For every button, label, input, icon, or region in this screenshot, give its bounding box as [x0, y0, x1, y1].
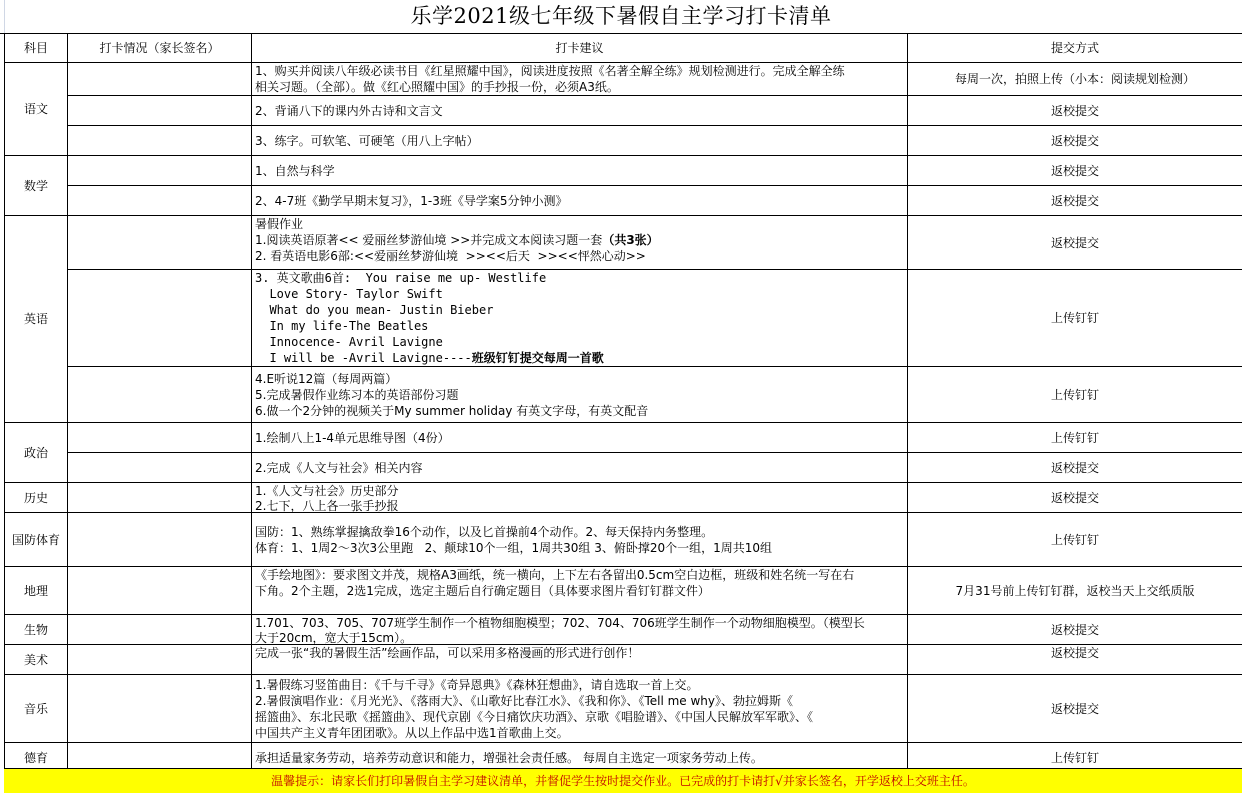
submit-cell[interactable]: 上传钉钉 — [908, 270, 1242, 367]
checkin-cell[interactable] — [68, 423, 252, 453]
checkin-cell[interactable] — [68, 675, 252, 743]
checkin-cell[interactable] — [68, 513, 252, 567]
checkin-cell[interactable] — [68, 270, 252, 367]
suggestion-line — [255, 232, 904, 248]
table-row — [5, 423, 1242, 453]
submit-cell[interactable]: 上传钉钉 — [908, 743, 1242, 773]
song-line — [255, 350, 904, 366]
table-row — [5, 675, 1242, 743]
suggestion-cell[interactable] — [252, 270, 908, 367]
suggestion-cell[interactable] — [252, 367, 908, 423]
song-line: Innocence- Avril Lavigne — [255, 334, 904, 350]
table-row — [5, 96, 1242, 126]
subject-english[interactable]: 英语 — [5, 216, 68, 423]
subject-art[interactable]: 美术 — [5, 645, 68, 675]
checkin-cell[interactable] — [68, 567, 252, 615]
suggestion-cell[interactable]: 完成一张“我的暑假生活”绘画作品，可以采用多格漫画的形式进行创作！ — [252, 645, 908, 675]
suggestion-cell[interactable]: 1.绘制八上1-4单元思维导图（4份） — [252, 423, 908, 453]
submit-cell[interactable]: 7月31号前上传钉钉群，返校当天上交纸质版 — [908, 567, 1242, 615]
suggestion-text: 1.阅读英语原著<< 爱丽丝梦游仙境 >>并完成文本阅读习题一套 — [255, 233, 602, 247]
suggestion-cell[interactable] — [252, 216, 908, 270]
submit-cell[interactable]: 上传钉钉 — [908, 423, 1242, 453]
header-suggestion[interactable]: 打卡建议 — [252, 34, 908, 63]
checklist-table — [4, 33, 1242, 773]
song-line: In my life-The Beatles — [255, 318, 904, 334]
table-row — [5, 186, 1242, 216]
suggestion-line: 国防：1、熟练掌握擒敌拳16个动作，以及匕首操前4个动作。2、每天保持内务整理。 — [255, 524, 904, 540]
submit-cell[interactable]: 返校提交 — [908, 216, 1242, 270]
header-subject[interactable]: 科目 — [5, 34, 68, 63]
checkin-cell[interactable] — [68, 216, 252, 270]
submit-cell[interactable]: 返校提交 — [908, 156, 1242, 186]
table-row — [5, 483, 1242, 513]
subject-moral[interactable]: 德育 — [5, 743, 68, 773]
submit-cell[interactable]: 返校提交 — [908, 96, 1242, 126]
header-row — [5, 34, 1242, 63]
suggestion-line: 大于20cm，宽大于15cm）。 — [255, 631, 904, 644]
subject-history[interactable]: 历史 — [5, 483, 68, 513]
submit-cell[interactable]: 返校提交 — [908, 186, 1242, 216]
suggestion-line: 1.暑假练习竖笛曲目：《千与千寻》《奇异恩典》《森林狂想曲》，请自选取一首上交。 — [255, 677, 904, 693]
subject-politics[interactable]: 政治 — [5, 423, 68, 483]
page-title[interactable]: 乐学2021级七年级下暑假自主学习打卡清单 — [0, 0, 1242, 34]
suggestion-line: 体育：1、1周2～3次3公里跑 2、颠球10个一组，1周共30组 3、俯卧撑20个一组，1周共10组 — [255, 540, 904, 556]
subject-pe[interactable]: 国防体育 — [5, 513, 68, 567]
checkin-cell[interactable] — [68, 483, 252, 513]
suggestion-line: 1.701、703、705、707班学生制作一个植物细胞模型；702、704、706班学生制作一个动物细胞模型。（模型长 — [255, 616, 904, 631]
suggestion-cell[interactable]: 2.完成《人文与社会》相关内容 — [252, 453, 908, 483]
checkin-cell[interactable] — [68, 126, 252, 156]
table-row — [5, 453, 1242, 483]
subject-biology[interactable]: 生物 — [5, 615, 68, 645]
suggestion-cell[interactable] — [252, 483, 908, 513]
subject-chinese[interactable]: 语文 — [5, 63, 68, 156]
table-row — [5, 156, 1242, 186]
suggestion-cell[interactable] — [252, 567, 908, 615]
suggestion-line: 暑假作业 — [255, 216, 904, 232]
suggestion-cell[interactable]: 2、背诵八下的课内外古诗和文言文 — [252, 96, 908, 126]
submit-cell[interactable]: 返校提交 — [908, 483, 1242, 513]
table-row — [5, 216, 1242, 270]
suggestion-line: 《手绘地图》：要求图文并茂，规格A3画纸，统一横向，上下左右各留出0.5cm空白边框，班级和姓名统一写在右 — [255, 567, 904, 583]
suggestion-cell[interactable] — [252, 513, 908, 567]
checkin-cell[interactable] — [68, 367, 252, 423]
suggestion-line: 5.完成暑假作业练习本的英语部份习题 — [255, 387, 904, 403]
song-text: I will be -Avril Lavigne---- — [255, 351, 472, 365]
checkin-cell[interactable] — [68, 645, 252, 675]
footer-tip[interactable]: 温馨提示：请家长们打印暑假自主学习建议清单，并督促学生按时提交作业。已完成的打卡请打√并家长签名，开学返校上交班主任。 — [4, 768, 1242, 793]
subject-music[interactable]: 音乐 — [5, 675, 68, 743]
table-row — [5, 270, 1242, 367]
suggestion-line: 2.七下，八上各一张手抄报 — [255, 499, 904, 512]
checkin-cell[interactable] — [68, 63, 252, 96]
table-row — [5, 367, 1242, 423]
header-submit[interactable]: 提交方式 — [908, 34, 1242, 63]
suggestion-cell[interactable]: 承担适量家务劳动，培养劳动意识和能力，增强社会责任感。 每周自主选定一项家务劳动上传。 — [252, 743, 908, 773]
table-row — [5, 615, 1242, 645]
submit-cell[interactable]: 每周一次，拍照上传（小本：阅读规划检测） — [908, 63, 1242, 96]
suggestion-line: 6.做一个2分钟的视频关于My summer holiday 有英文字母，有英文配音 — [255, 403, 904, 419]
table-row — [5, 567, 1242, 615]
suggestion-cell[interactable]: 2、4-7班《勤学早期末复习》，1-3班《导学案5分钟小测》 — [252, 186, 908, 216]
table-row — [5, 645, 1242, 675]
suggestion-line: 2.暑假演唱作业：《月光光》、《落雨大》、《山歌好比春江水》、《我和你》、《Tell me why》、勃拉姆斯《 — [255, 693, 904, 709]
submit-cell[interactable]: 返校提交 — [908, 453, 1242, 483]
suggestion-line: 2. 看英语电影6部:<<爱丽丝梦游仙境 >><<后天 >><<怦然心动>> — [255, 248, 904, 264]
table-row — [5, 513, 1242, 567]
checkin-cell[interactable] — [68, 96, 252, 126]
song-emphasis: 班级钉钉提交每周一首歌 — [472, 351, 604, 365]
suggestion-line: 4.E听说12篇（每周两篇） — [255, 371, 904, 387]
suggestion-cell[interactable]: 3、练字。可软笔、可硬笔（用八上字帖） — [252, 126, 908, 156]
suggestion-line: 相关习题。（全部）。做《红心照耀中国》的手抄报一份，必须A3纸。 — [255, 79, 904, 95]
suggestion-cell[interactable] — [252, 675, 908, 743]
suggestion-line: 下角。2个主题，2选1完成，选定主题后自行确定题目（具体要求图片看钉钉群文件） — [255, 583, 904, 599]
checkin-cell[interactable] — [68, 186, 252, 216]
song-line: 3. 英文歌曲6首: You raise me up- Westlife — [255, 270, 904, 286]
suggestion-line: 摇篮曲》、东北民歌《摇篮曲》、现代京剧《今日痛饮庆功酒》、京歌《唱脸谱》、《中国人民解放军军歌》、《 — [255, 709, 904, 725]
suggestion-cell[interactable]: 1、自然与科学 — [252, 156, 908, 186]
submit-cell[interactable]: 上传钉钉 — [908, 513, 1242, 567]
subject-geography[interactable]: 地理 — [5, 567, 68, 615]
suggestion-line: 1.《人文与社会》历史部分 — [255, 484, 904, 499]
subject-math[interactable]: 数学 — [5, 156, 68, 216]
suggestion-line: 1、购买并阅读八年级必读书目《红星照耀中国》，阅读进度按照《名著全解全练》规划检测进行。完成全解全练 — [255, 63, 904, 79]
submit-cell[interactable]: 上传钉钉 — [908, 367, 1242, 423]
suggestion-emphasis: （共3张） — [602, 233, 658, 247]
checkin-cell[interactable] — [68, 453, 252, 483]
submit-cell[interactable]: 返校提交 — [908, 645, 1242, 675]
suggestion-cell[interactable] — [252, 615, 908, 645]
checkin-cell[interactable] — [68, 156, 252, 186]
submit-cell[interactable]: 返校提交 — [908, 615, 1242, 645]
table-row — [5, 63, 1242, 96]
song-line: What do you mean- Justin Bieber — [255, 302, 904, 318]
suggestion-line: 中国共产主义青年团团歌》。从以上作品中选1首歌曲上交。 — [255, 725, 904, 741]
submit-cell[interactable]: 返校提交 — [908, 126, 1242, 156]
song-line: Love Story- Taylor Swift — [255, 286, 904, 302]
submit-cell[interactable]: 返校提交 — [908, 675, 1242, 743]
header-checkin[interactable]: 打卡情况（家长签名） — [68, 34, 252, 63]
checkin-cell[interactable] — [68, 615, 252, 645]
table-row — [5, 126, 1242, 156]
suggestion-cell[interactable] — [252, 63, 908, 96]
